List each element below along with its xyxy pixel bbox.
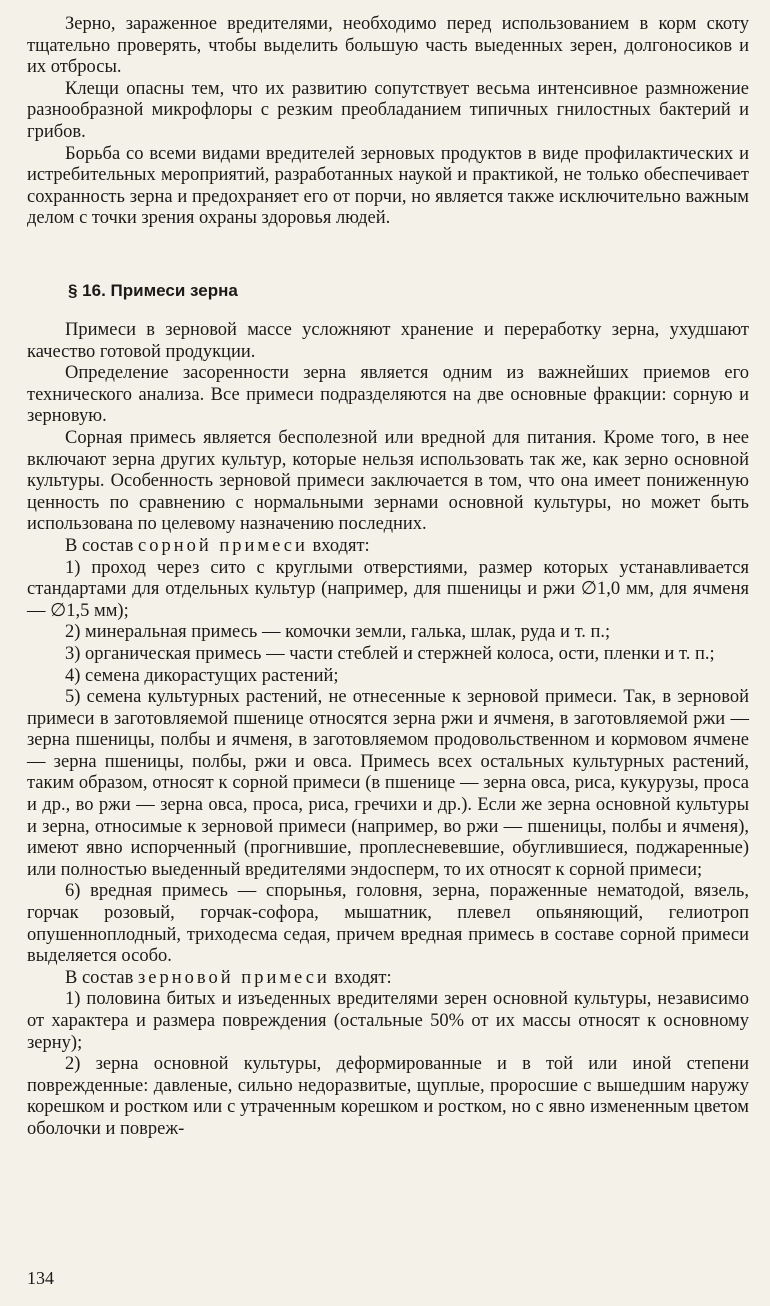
top-text-block (27, 14, 749, 230)
list-item: 6) вредная примесь — спорынья, головня, зерна, пораженные нематодой, вязель, горчак розовый, горчак-софора, мышатник, плевел опьяняющий, гелиотроп опушенноплодный, триходесма седая, причем вредная примесь в составе сорной примеси выделяется особо. (27, 881, 749, 967)
list-item: 2) зерна основной культуры, деформированные и в той или иной степени поврежденные: давленые, сильно недоразвитые, щуплые, проросшие с вышедшим наружу корешком и ростком или с утраченным корешком и ростком, но с явно измененным цветом оболочки и повреж- (27, 1054, 749, 1139)
paragraph: Зерно, зараженное вредителями, необходимо перед использованием в корм скоту тщательно проверять, чтобы выделить большую часть выеденных зерен, долгоносиков и их отбросы. (27, 14, 749, 78)
section-heading: § 16. Примеси зерна (68, 281, 238, 300)
list-item: 3) органическая примесь — части стеблей и стержней колоса, ости, пленки и т. п.; (65, 643, 715, 664)
list-item: 5) семена культурных растений, не отнесенные к зерновой примеси. Так, в зерновой примеси в заготовляемой пшенице относятся зерна ржи и ячменя, в заготовляемой ржи — зерна пшеницы, полбы и ячменя, в заготовляемом продовольственном и кормовом ячмене — зерна пшеницы, полбы, ржи и овса. Примесь всех остальных культурных растений, таким образом, относят к сорной примеси (в пшенице — зерна овса, риса, кукурузы, проса и др., во ржи — зерна овса, проса, риса, гречихи и др.). Если же зерна основной культуры и зерна, относимые к зерновой примеси (например, во ржи — пшеницы, полбы и ячменя), имеют явно испорченный (прогнившие, проплесневевшие, обуглившиеся, поджаренные) или полностью выеденный вредителями эндосперм, то их относят к сорной примеси; (27, 687, 749, 880)
spaced-term: сорной примеси (137, 535, 308, 556)
page-number: 134 (27, 1268, 54, 1288)
list-item: 4) семена дикорастущих растений; (65, 665, 339, 686)
paragraph: Сорная примесь является бесполезной или вредной для питания. Кроме того, в нее включают зерна других культур, которые нельзя использовать так же, как зерно основной культуры. Особенность зерновой примеси заключается в том, что она имеет пониженную ценность по сравнению с нормальными зернами основной культуры, но может быть использована по целевому назначению последних. (27, 427, 749, 535)
weed-list-intro: В состав сорной примеси входят: (65, 535, 370, 556)
grain-list-intro: В состав зерновой примеси входят: (65, 967, 392, 988)
main-text-block (27, 320, 749, 1141)
paragraph: Клещи опасны тем, что их развитию сопутствует весьма интенсивное размножение разнообразной микрофлоры с резким преобладанием типичных гнилостных бактерий и грибов. (27, 78, 749, 142)
list-item: 1) проход через сито с круглыми отверстиями, размер которых устанавливается стандартами для отдельных культур (например, для пшеницы и ржи ∅1,0 мм, для ячменя — ∅1,5 мм); (27, 557, 749, 621)
paragraph: Примеси в зерновой массе усложняют хранение и переработку зерна, ухудшают качество готовой продукции. (27, 320, 749, 362)
paragraph: Борьба со всеми видами вредителей зерновых продуктов в виде профилактических и истребительных мероприятий, разработанных наукой и практикой, не только обеспечивает сохранность зерна и предохраняет его от порчи, но является также исключительно важным делом с точки зрения охраны здоровья людей. (27, 143, 749, 229)
paragraph: Определение засоренности зерна является одним из важнейших приемов его технического анализа. Все примеси подразделяются на две основные фракции: сорную и зерновую. (27, 363, 749, 427)
list-item: 2) минеральная примесь — комочки земли, галька, шлак, руда и т. п.; (65, 622, 611, 643)
list-item: 1) половина битых и изъеденных вредителями зерен основной культуры, независимо от характера и размера повреждения (остальные 50% от их массы относят к основному зерну); (27, 989, 749, 1053)
spaced-term: зерновой примеси (137, 967, 330, 988)
